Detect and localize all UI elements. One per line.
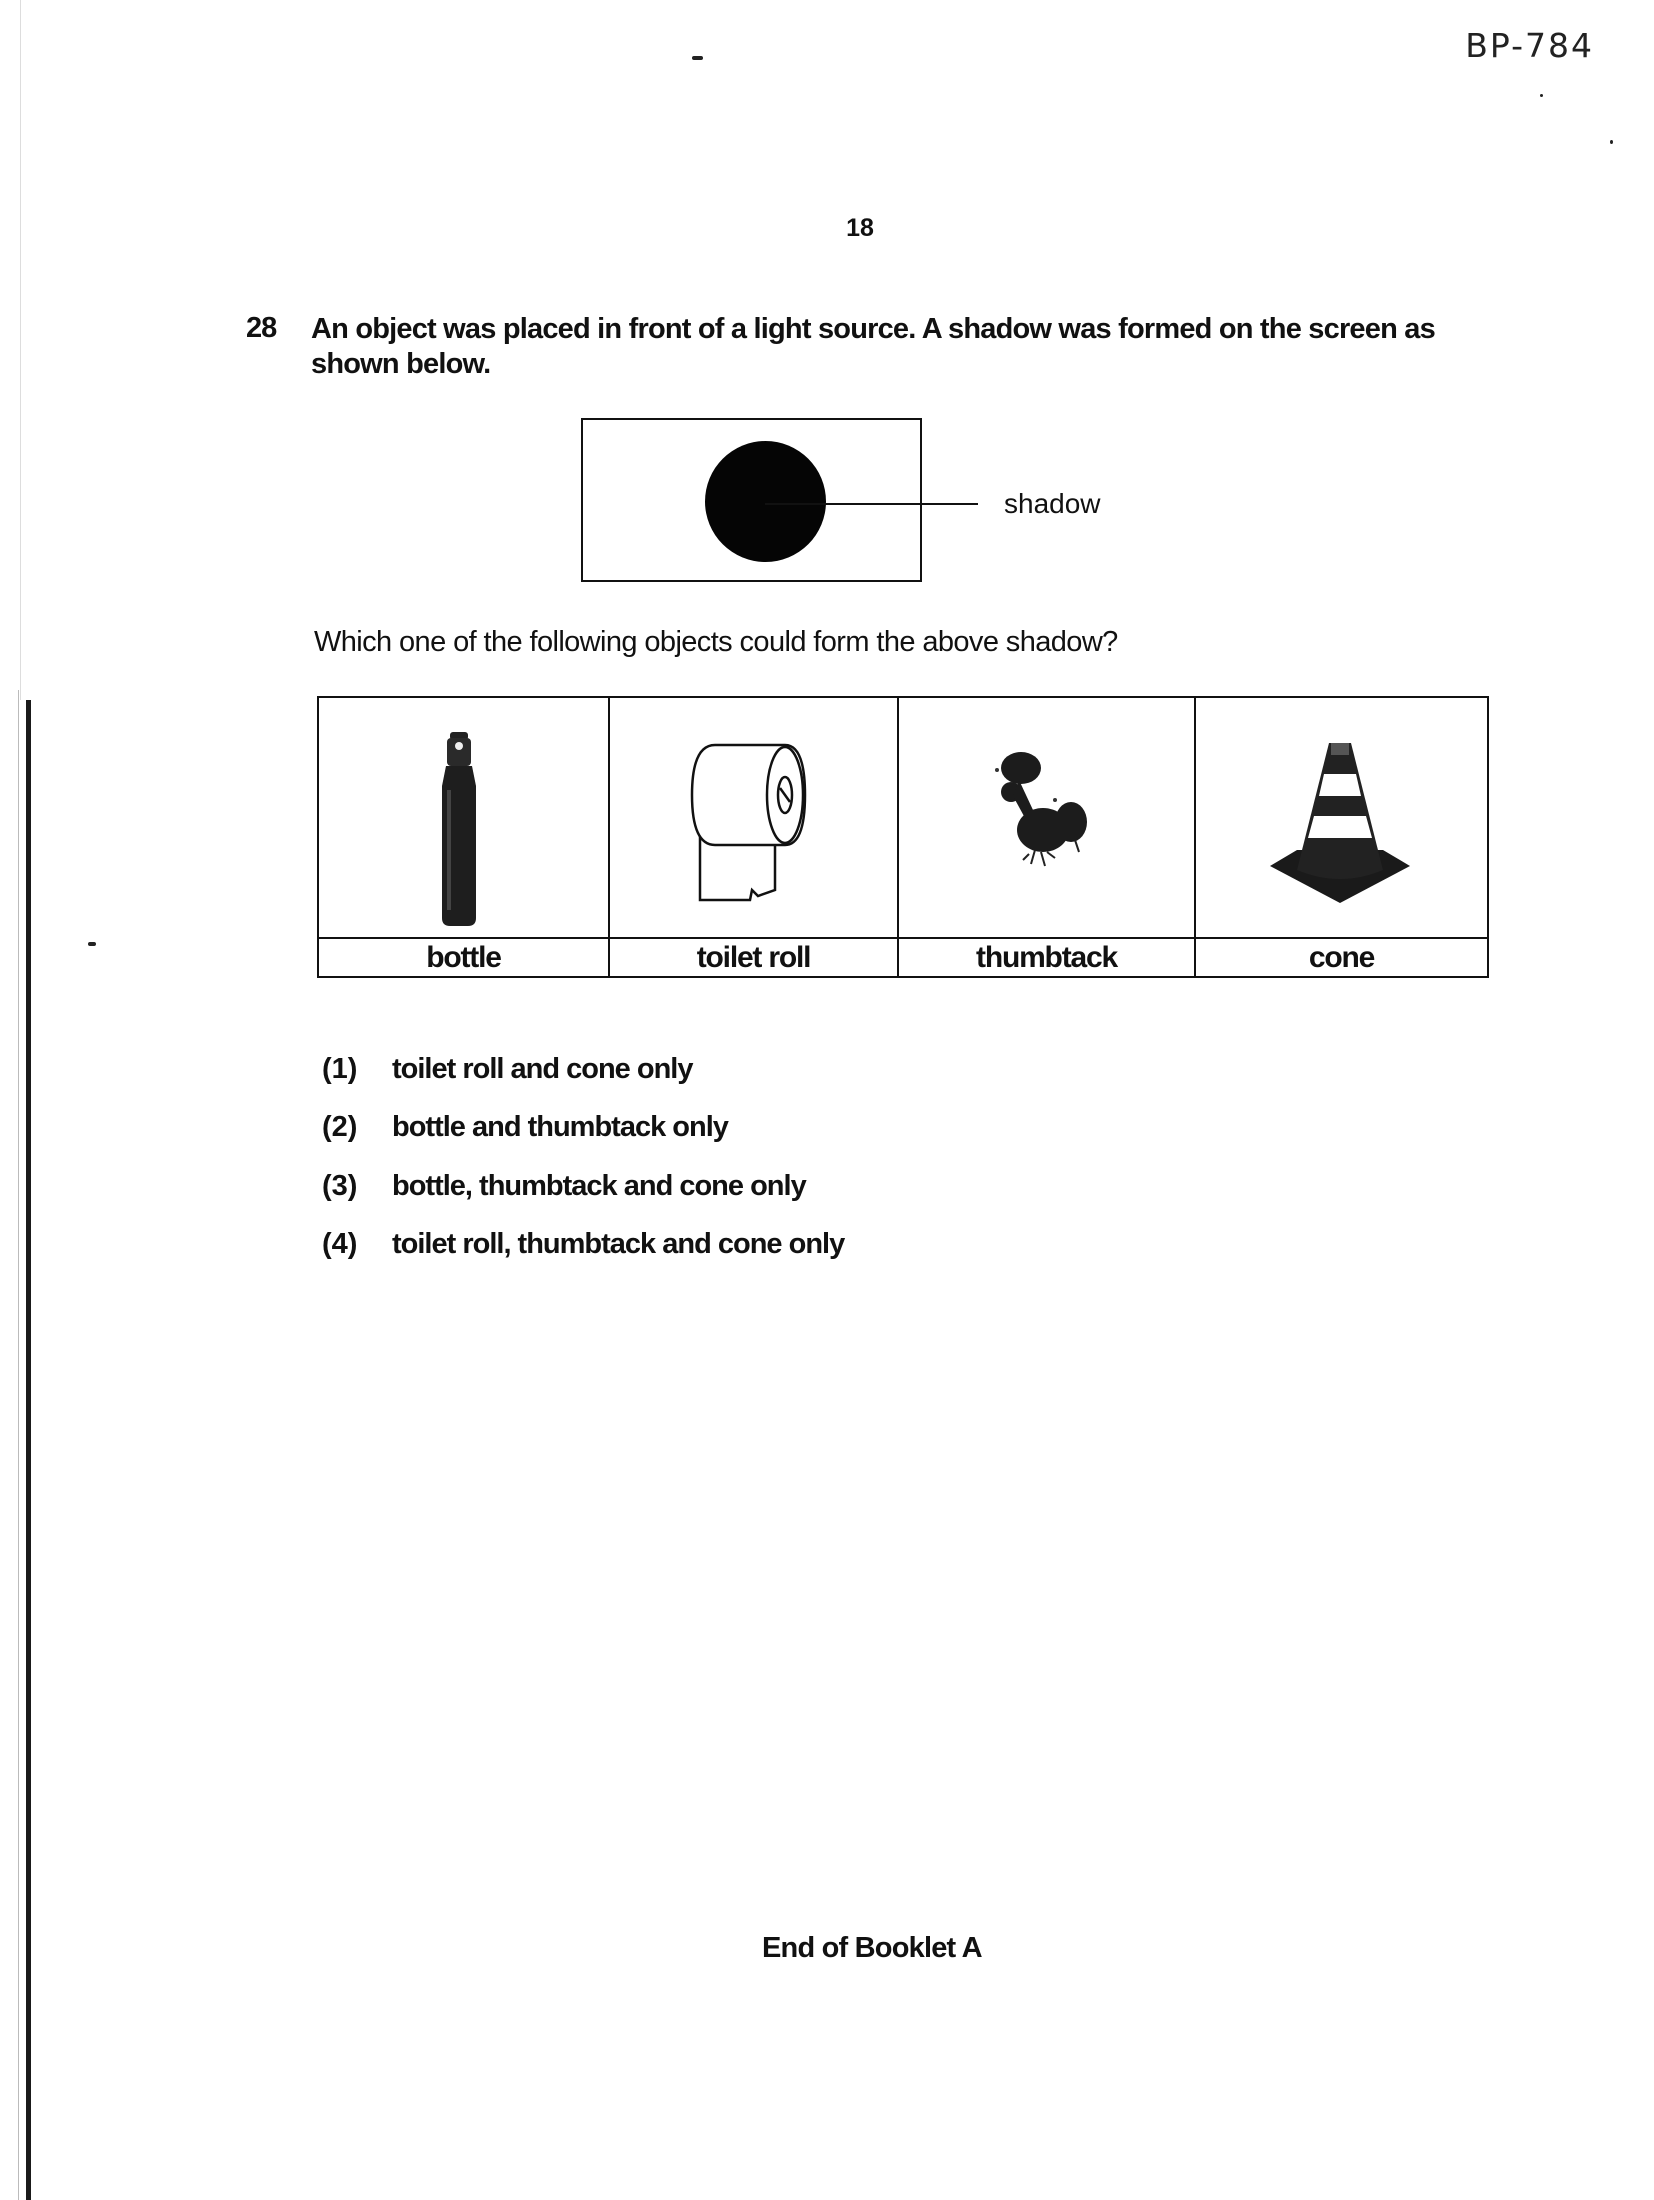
scan-speck (1610, 140, 1613, 144)
option-4[interactable] (322, 1228, 1022, 1264)
document-code: BP-784 (1465, 26, 1594, 65)
option-number: (1) (322, 1053, 358, 1085)
table-divider (897, 696, 899, 978)
label-leader-line (765, 503, 978, 505)
object-label-bottle: bottle (426, 941, 501, 974)
shadow-circle (705, 441, 826, 562)
scan-speck (88, 942, 96, 946)
option-3[interactable] (322, 1170, 1022, 1206)
option-2[interactable] (322, 1111, 1022, 1147)
page-number: 18 (846, 214, 874, 242)
option-number: (3) (322, 1170, 358, 1202)
toilet-roll-icon (680, 740, 830, 910)
binding-edge (26, 700, 31, 2200)
table-label-divider (317, 937, 1489, 939)
end-of-booklet: End of Booklet A (762, 1932, 982, 1964)
scan-speck (692, 56, 703, 60)
question-text: An object was placed in front of a light source. A shadow was formed on the screen as shown below. (311, 313, 1435, 380)
table-divider (1194, 696, 1196, 978)
option-text: toilet roll, thumbtack and cone only (392, 1228, 845, 1260)
option-text: bottle and thumbtack only (392, 1111, 728, 1143)
object-label-toilet-roll: toilet roll (696, 941, 811, 974)
scan-speck (1540, 94, 1543, 97)
object-label-cone: cone (1308, 941, 1375, 974)
option-number: (2) (322, 1111, 358, 1143)
question-number: 28 (246, 312, 277, 344)
option-text: bottle, thumbtack and cone only (392, 1170, 806, 1202)
thumbtack-icon (985, 740, 1095, 880)
binding-edge-faint (20, 0, 21, 700)
shadow-label: shadow (1004, 488, 1101, 519)
bottle-icon (420, 730, 500, 930)
binding-edge-shadow (18, 690, 19, 2200)
object-label-thumbtack: thumbtack (976, 941, 1117, 974)
table-divider (608, 696, 610, 978)
option-1[interactable] (322, 1053, 1022, 1089)
cone-icon (1265, 738, 1415, 908)
option-number: (4) (322, 1228, 358, 1260)
question-prompt: Which one of the following objects could form the above shadow? (314, 626, 1118, 658)
option-text: toilet roll and cone only (392, 1053, 693, 1085)
